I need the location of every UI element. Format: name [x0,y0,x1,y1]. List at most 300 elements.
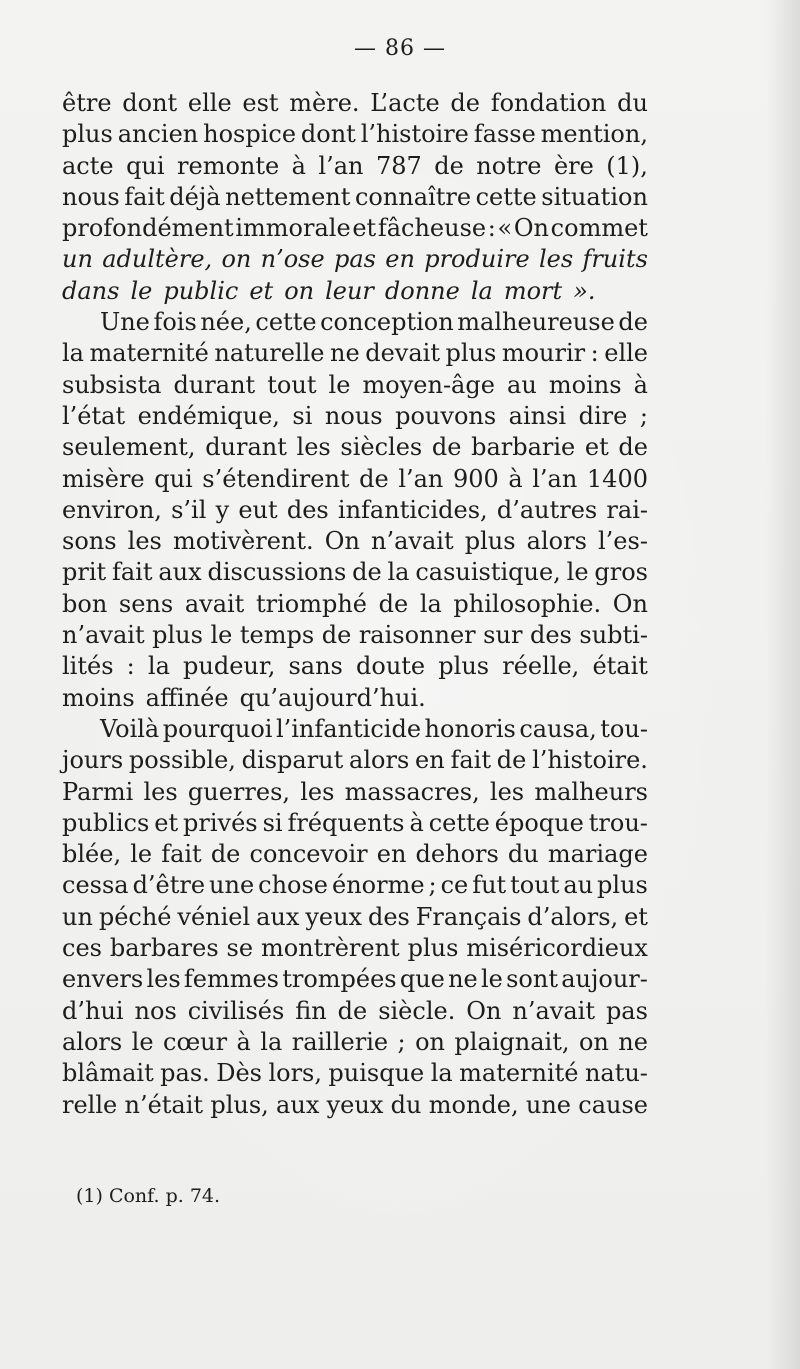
word: infanticides, [337,495,488,524]
word: cessa [62,871,129,900]
text-line [62,1090,648,1121]
text-line [62,432,648,463]
word: nous [324,401,383,430]
word: de [337,996,368,1025]
text-line [62,996,648,1027]
word: siècles [340,433,423,462]
word: relle [62,1090,118,1119]
word: fréquents [287,808,405,837]
text-line [62,88,648,119]
word: qui [126,151,165,180]
word: remonte [177,151,280,180]
word: ; [639,401,648,430]
word: tout [510,871,560,900]
word: mourir [501,339,586,368]
text-line [62,1027,648,1058]
word: de [210,840,241,869]
word: à [409,808,424,837]
text-line [62,119,648,150]
word: Parmi [62,777,134,806]
word: est [242,89,279,117]
word: ne [330,339,360,368]
word: rai- [606,495,648,524]
word: les [127,527,162,556]
word: bon [62,589,108,618]
word: le [130,840,153,869]
text-line [62,370,648,401]
word: ; [397,1027,406,1056]
word: triomphé [255,589,367,618]
text-line [62,1058,648,1089]
word: sans [288,652,343,681]
word: fruits [582,245,648,274]
word: mère. [289,89,360,117]
word: cette [428,808,490,837]
word: l’an [532,464,578,493]
word: yeux [305,902,363,931]
word: le [131,1027,154,1056]
text-line [62,557,648,588]
word: concevoir [249,840,368,869]
word: immorale [235,214,351,243]
text-line [62,714,648,745]
word: un [62,902,93,931]
text-line [62,401,648,432]
word: conception [320,308,454,337]
word: On [324,527,360,556]
word: blâmait [62,1059,154,1088]
word: ce [440,871,469,900]
word: envers [62,965,144,994]
word: nos [134,996,177,1025]
word: maternité [89,339,209,368]
word: ces [62,934,102,963]
word: n’ose [260,245,325,274]
word: siècle. [378,996,456,1025]
word: aux [276,1090,320,1119]
word: trompées [282,965,397,994]
word: d’autres [496,495,598,524]
word: lités [62,652,114,681]
word: chose [258,871,329,900]
word: fait [161,840,202,869]
word: fois [153,308,197,337]
word: discussions [207,558,347,587]
word: l’an [318,151,364,180]
word: pudeur, [183,652,276,681]
word: : [487,214,496,243]
text-line [62,777,648,808]
word: du [617,89,648,117]
word: de [378,589,409,618]
word: de [431,433,462,462]
word: : [126,652,135,681]
word: le [210,621,233,650]
word: mariage [547,840,648,869]
word: profondément [62,214,234,243]
word: de [450,89,480,117]
text-line [62,589,648,620]
word: publics [62,808,150,837]
word: de [618,308,648,337]
text-line [62,526,648,557]
word: hospice [203,120,297,149]
text-line [62,870,648,901]
text-line [62,307,648,338]
word: n’avait [62,621,145,650]
word: y [215,495,230,524]
word: fait [450,746,491,775]
word: époque [494,808,584,837]
text-line [62,276,648,307]
text-line [62,338,648,369]
word: le [480,965,503,994]
word: qui [154,464,193,493]
word: prit [62,558,107,587]
word: et [249,276,274,305]
word: au [563,871,594,900]
word: l’infanticide [275,714,422,743]
text-line [62,464,648,495]
word: notre [476,151,542,180]
word: miséricordieux [466,934,648,963]
word: nous [62,182,120,211]
word: cette [255,308,317,337]
word: sens [118,589,174,618]
word: monde, [428,1090,519,1119]
word: barbares [109,934,219,963]
footnote: (1) Conf. p. 74. [76,1185,221,1207]
word: au [507,370,537,399]
text-line [62,745,648,776]
word: d’alors, [527,902,619,931]
word: disparut [241,746,344,775]
word: commet [550,214,648,243]
word: massacres, [344,777,480,806]
word: et [352,214,377,243]
word: et [624,902,648,931]
word: on [578,1027,609,1056]
word: sons [62,527,117,556]
word: plus [438,652,490,681]
word: du [507,840,539,869]
word: cœur [163,1027,228,1056]
word: fondation [490,89,607,117]
word: les [146,965,181,994]
word: connaître [354,182,472,211]
word: de [352,558,382,587]
word: aux [158,558,202,587]
word: temps [239,621,315,650]
word: née, [200,308,252,337]
word: causa, [519,714,597,743]
word: tou- [600,714,648,743]
word: la [62,339,84,368]
word: Dès [216,1059,262,1088]
word: L’acte [370,89,440,117]
word: tout [267,370,317,399]
word: d’être [132,871,206,900]
word: le [328,370,351,399]
word: philosophie. [453,589,602,618]
word: naturelle [214,339,325,368]
text-line [62,933,648,964]
word: n’avait [371,527,454,556]
word: n’était [124,1090,204,1119]
word: subsista [62,370,162,399]
word: acte [62,151,114,180]
word: à [236,1027,251,1056]
body-text [62,88,648,1121]
word: possible, [128,746,236,775]
word: réelle, [502,652,580,681]
word: ancien [117,120,199,149]
word: plus [597,871,648,900]
word: blée, [62,840,122,869]
word: On [466,996,502,1025]
word: subti- [579,621,648,650]
word: endémique, [137,401,280,430]
word: de [496,746,527,775]
text-line [62,244,648,275]
word: femmes [183,965,279,994]
word: durant [205,433,287,462]
word: en [415,746,445,775]
word: Français [415,902,522,931]
word: civilisés [187,996,285,1025]
text-line [62,839,648,870]
word: la [147,652,170,681]
word: lors, [268,1059,322,1088]
word: situation [541,182,648,211]
word: le [130,276,153,305]
word: aujour- [561,965,648,994]
word: la [430,1059,453,1088]
word: s’étendirent [202,464,350,493]
word: trou- [588,808,648,837]
word: fin [295,996,327,1025]
word: gros [594,558,648,587]
word: l’es- [598,527,648,556]
text-line [62,213,648,244]
word: misère [62,464,145,493]
word: plus [62,120,113,149]
word: de [434,151,464,180]
word: cette [475,182,537,211]
word: l’histoire. [532,746,648,775]
word: pas [605,996,648,1025]
word: alors [526,527,587,556]
word: natu- [584,1059,648,1088]
word: sont [506,965,558,994]
word: l’état [62,401,126,430]
word: plus [407,934,459,963]
word: l’histoire [360,120,469,149]
word: les [489,777,525,806]
word: dehors [415,840,499,869]
word: que [399,965,445,994]
word: motivèrent. [172,527,314,556]
word: malheureuse [457,308,615,337]
text-line [62,902,648,933]
text-line [62,495,648,526]
word: à [291,151,306,180]
word: puisque [328,1059,425,1088]
word: montrèrent [260,934,400,963]
text-line [62,651,648,682]
word: barbarie [471,433,576,462]
word: un [62,245,93,274]
word: sur [483,621,523,650]
word: 1400 [586,464,648,493]
word: 900 [452,464,499,493]
word: péché [98,902,172,931]
word: mention, [540,120,648,149]
word: on [415,1027,445,1056]
word: public [163,276,239,305]
word: raisonner [358,621,476,650]
word: guerres, [187,777,291,806]
word: : [590,339,599,368]
word: ne [618,1027,648,1056]
word: les [300,777,335,806]
word: leur [325,276,374,305]
word: dont [122,89,178,117]
word: fasse [473,120,536,149]
word: environ, [62,495,162,524]
word: ère [553,151,594,180]
word: fait [111,558,153,587]
word: yeux [326,1090,384,1119]
word: pouvons [395,401,497,430]
word: maternité [459,1059,579,1088]
word: moyen-âge [362,370,495,399]
word: On [612,589,648,618]
word: nettement [225,182,351,211]
word: moins [62,683,135,712]
word: Une [100,308,150,337]
word: alors [349,746,410,775]
word: véniel [177,902,251,931]
word: privés [183,808,258,837]
word: la [470,276,493,305]
page-edge-shadow [766,0,800,1369]
word: n’avait [512,996,595,1025]
word: et [154,808,179,837]
word: (1), [606,151,648,180]
word: elle [187,89,232,117]
word: à [508,464,523,493]
word: de [321,621,352,650]
page-number: — 86 — [354,36,446,61]
text-line [62,151,648,182]
text-line [62,808,648,839]
word: le [566,558,589,587]
word: l’an [398,464,444,493]
text-line [62,964,648,995]
word: une [525,1090,571,1119]
word: pas. [160,1059,210,1088]
word: produire [424,245,530,274]
text-line [62,182,648,213]
word: on [221,245,252,274]
word: être [62,89,112,117]
word: la [419,589,442,618]
word: plus [152,621,203,650]
word: eut [238,495,278,524]
word: devait [365,339,440,368]
word: alors [62,1027,123,1056]
word: plus, [210,1090,269,1119]
word: dire [578,401,628,430]
word: dans [62,276,120,305]
word: ». [573,276,596,305]
word: s’il [171,495,207,524]
word: la [387,558,410,587]
word: en [376,840,407,869]
word: durant [173,370,256,399]
word: donne [384,276,460,305]
word: les [296,433,331,462]
word: les [143,777,178,806]
word: seulement, [62,433,196,462]
word: des [367,902,410,931]
word: cause [578,1090,648,1119]
word: énorme [331,871,425,900]
word: raillerie [291,1027,389,1056]
word: aux [256,902,300,931]
word: ainsi [508,401,567,430]
word: les [538,245,574,274]
word: et [584,433,609,462]
word: déjà [169,182,221,211]
word: Voilà [100,714,160,743]
word: fut [472,871,507,900]
word: était [592,652,648,681]
word: fâcheuse [377,214,487,243]
word: se [226,934,254,963]
word: plaignait, [454,1027,570,1056]
word: de [618,433,648,462]
word: doute [356,652,426,681]
word: malheurs [534,777,648,806]
word: à [633,370,648,399]
word: adultère, [102,245,213,274]
word: des [286,495,329,524]
word: on [284,276,315,305]
word: la [260,1027,283,1056]
word: mort [503,276,563,305]
word: plus [464,527,516,556]
word: si [292,401,313,430]
word: qu’aujourd’hui. [239,683,426,712]
word: si [262,808,283,837]
word: plus [445,339,497,368]
word: une [209,871,255,900]
word: elle [604,339,648,368]
word: fait [124,182,165,211]
word: 787 [375,151,422,180]
word: affinée [145,683,229,712]
word: dont [300,120,356,149]
word: ne [448,965,478,994]
word: des [529,621,572,650]
text-line [62,620,648,651]
word: ; [428,871,437,900]
word: honoris [424,714,516,743]
word: d’hui [62,996,124,1025]
word: pourquoi [162,714,273,743]
